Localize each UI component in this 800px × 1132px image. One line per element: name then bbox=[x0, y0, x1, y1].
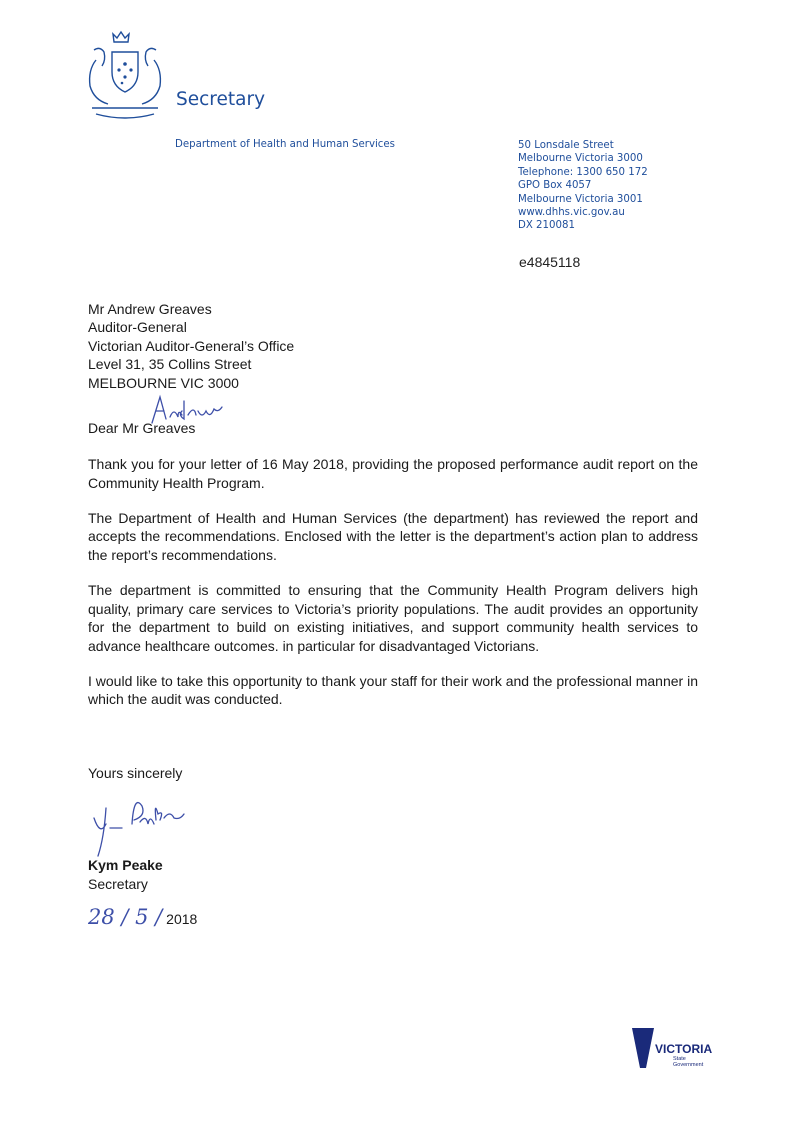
address-line: Telephone: 1300 650 172 bbox=[518, 166, 648, 178]
address-line: GPO Box 4057 bbox=[518, 180, 592, 192]
body-paragraph: The department is committed to ensuring that the Community Health Program delivers high quality, primary care services to Victoria’s priority populations. The audit provides an opportunity for the department to build on existing initiatives, and support community health services to advance healthcare outcomes. in particular for disadvantaged Victorians. bbox=[88, 581, 698, 654]
recipient-line: Mr Andrew Greaves bbox=[88, 301, 212, 317]
body-paragraph: The Department of Health and Human Services (the department) has reviewed the report and accepts the recommendations. Enclosed with the letter is the department’s action plan to address the report’s recommendations. bbox=[88, 509, 698, 563]
department-name: Department of Health and Human Services bbox=[175, 139, 395, 150]
address-line: Melbourne Victoria 3000 bbox=[518, 153, 643, 165]
logo-wordmark: VICTORIA bbox=[655, 1042, 713, 1056]
recipient-address bbox=[88, 300, 294, 392]
signer-title: Secretary bbox=[88, 876, 148, 892]
reference-number: e4845118 bbox=[519, 254, 581, 270]
body-paragraph: I would like to take this opportunity to thank your staff for their work and the professional manner in which the audit was conducted. bbox=[88, 672, 698, 708]
logo-subtitle-line: State bbox=[673, 1056, 686, 1062]
signature-date bbox=[88, 905, 197, 937]
address-line: DX 210081 bbox=[518, 220, 575, 232]
signature bbox=[88, 788, 218, 858]
body-paragraph: Thank you for your letter of 16 May 2018, providing the proposed performance audit report on the Community Health Program. bbox=[88, 456, 698, 491]
signer-name: Kym Peake bbox=[88, 857, 163, 873]
handwritten-date: 28 / 5 / bbox=[88, 905, 163, 929]
address-line: Melbourne Victoria 3001 bbox=[518, 193, 643, 205]
coat-of-arms-icon bbox=[82, 30, 168, 122]
typed-year: 2018 bbox=[166, 911, 198, 927]
letter-body bbox=[88, 455, 698, 726]
closing: Yours sincerely bbox=[88, 765, 183, 781]
logo-subtitle bbox=[673, 1056, 703, 1068]
recipient-line: Auditor-General bbox=[88, 319, 187, 336]
logo-subtitle-line: Government bbox=[673, 1062, 704, 1068]
salutation: Dear Mr Greaves bbox=[88, 420, 196, 436]
sender-address bbox=[518, 139, 648, 233]
recipient-line: Level 31, 35 Collins Street bbox=[88, 356, 252, 373]
office-title: Secretary bbox=[176, 89, 266, 110]
recipient-line: MELBOURNE VIC 3000 bbox=[88, 374, 239, 391]
recipient-line: Victorian Auditor-General’s Office bbox=[88, 337, 295, 354]
address-line: 50 Lonsdale Street bbox=[518, 140, 614, 151]
address-line: www.dhhs.vic.gov.au bbox=[518, 207, 625, 219]
